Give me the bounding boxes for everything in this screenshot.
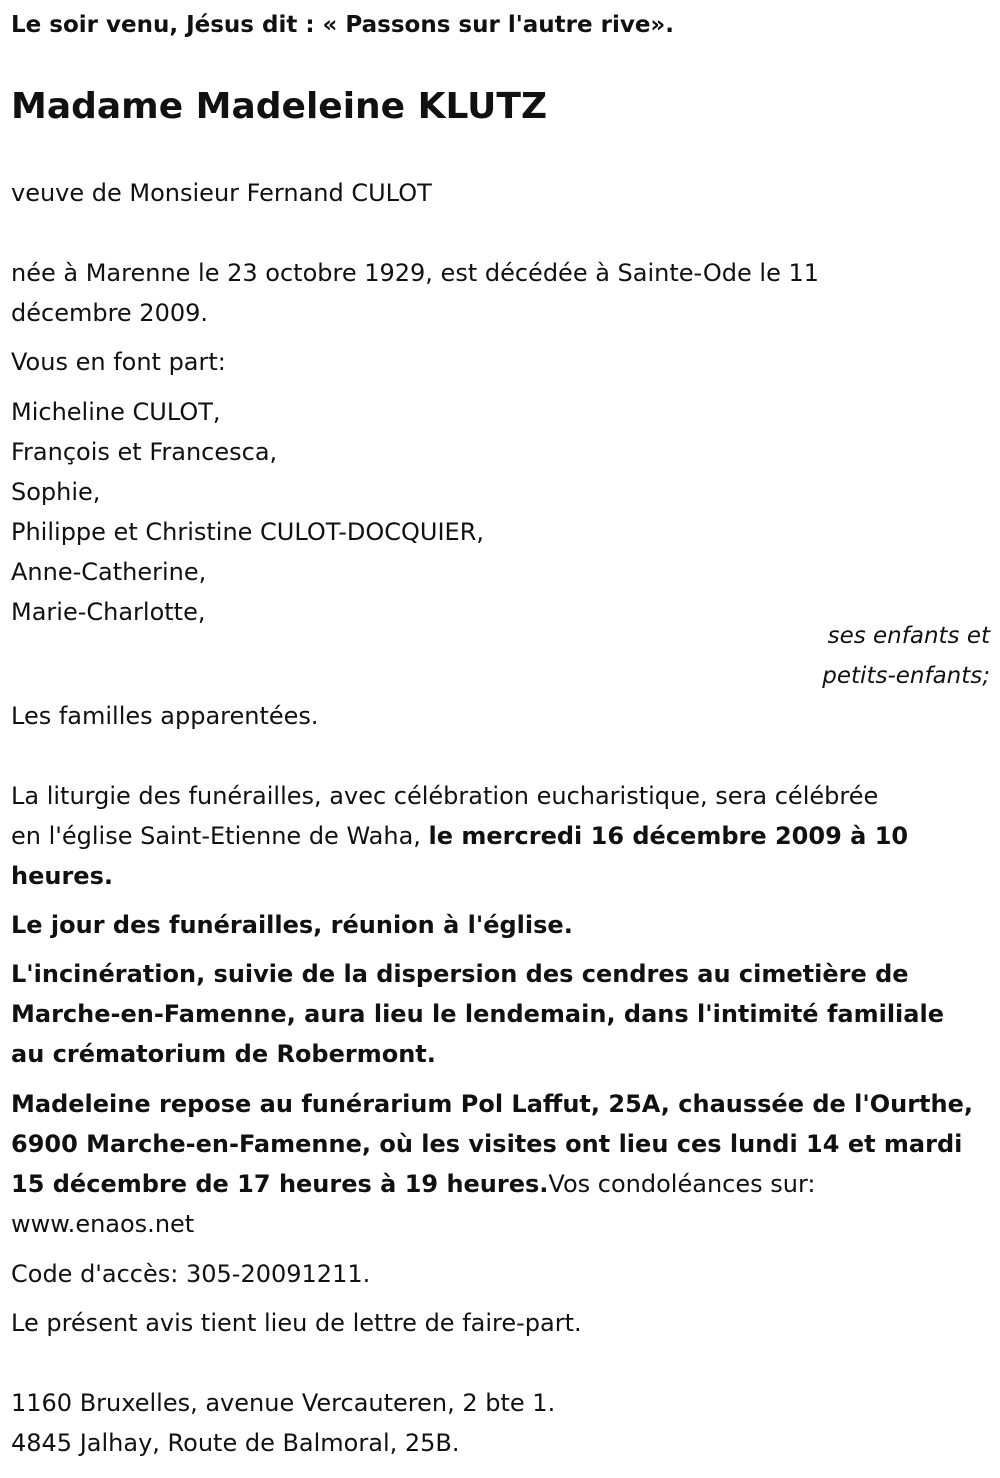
access-code: Code d'accès: 305-20091211. — [11, 1260, 371, 1288]
address: 1160 Bruxelles, avenue Vercauteren, 2 bte 1. — [11, 1389, 556, 1417]
family-role-line-2: petits-enfants; — [822, 663, 990, 689]
liturgy-line-1: La liturgie des funérailles, avec célébration eucharistique, sera célébrée — [11, 782, 879, 810]
birth-death-line-1: née à Marenne le 23 octobre 1929, est décédée à Sainte-Ode le 11 — [11, 259, 819, 287]
family-member: Marie-Charlotte, — [11, 598, 206, 626]
relatives: Les familles apparentées. — [11, 702, 319, 730]
cremation-line-3: au crématorium de Robermont. — [11, 1040, 436, 1068]
visitation-line-2: 6900 Marche-en-Famenne, où les visites ont lieu ces lundi 14 et mardi — [11, 1130, 963, 1158]
cremation-line-2: Marche-en-Famenne, aura lieu le lendemain, dans l'intimité familiale — [11, 1000, 944, 1028]
family-member: François et Francesca, — [11, 438, 278, 466]
condolences-label: Vos condoléances sur: — [548, 1170, 816, 1198]
liturgy-location: en l'église Saint-Etienne de Waha, — [11, 822, 429, 850]
family-member: Philippe et Christine CULOT-DOCQUIER, — [11, 518, 485, 546]
family-member: Micheline CULOT, — [11, 398, 221, 426]
visitation-line-1: Madeleine repose au funérarium Pol Laffut, 25A, chaussée de l'Ourthe, — [11, 1090, 974, 1118]
meeting-note: Le jour des funérailles, réunion à l'église. — [11, 911, 573, 939]
widow-of: veuve de Monsieur Fernand CULOT — [11, 179, 432, 207]
visitation-line-3 — [11, 1164, 816, 1204]
announcers-intro: Vous en font part: — [11, 348, 226, 376]
family-member: Sophie, — [11, 478, 101, 506]
cremation-line-1: L'incinération, suivie de la dispersion des cendres au cimetière de — [11, 960, 909, 988]
deceased-name: Madame Madeleine KLUTZ — [11, 86, 548, 127]
condolences-website: www.enaos.net — [11, 1210, 195, 1238]
liturgy-line-2 — [11, 816, 908, 856]
birth-death-line-2: décembre 2009. — [11, 299, 209, 327]
family-member: Anne-Catherine, — [11, 558, 207, 586]
faire-part-notice: Le présent avis tient lieu de lettre de faire-part. — [11, 1309, 582, 1337]
epigraph: Le soir venu, Jésus dit : « Passons sur l'autre rive». — [11, 12, 675, 38]
family-role-line-1: ses enfants et — [827, 623, 990, 649]
liturgy-date: le mercredi 16 décembre 2009 à 10 — [428, 822, 909, 850]
address: 4845 Jalhay, Route de Balmoral, 25B. — [11, 1429, 460, 1457]
liturgy-line-3: heures. — [11, 862, 113, 890]
visitation-hours: 15 décembre de 17 heures à 19 heures. — [11, 1170, 549, 1198]
